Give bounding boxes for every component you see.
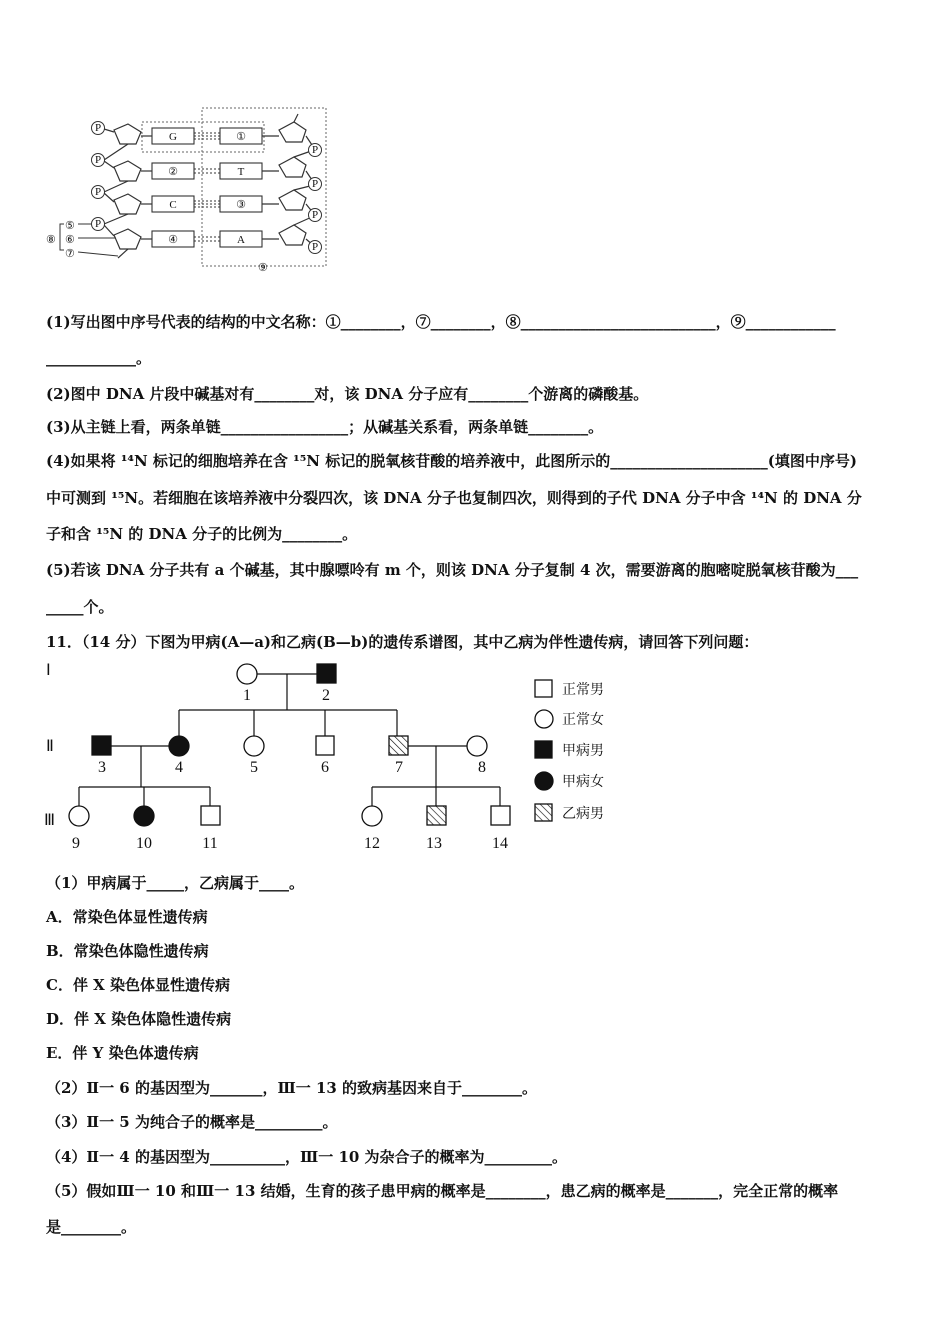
individual-4	[169, 736, 189, 756]
label-9: ⑨	[258, 262, 268, 274]
legend-label-disease-b-male: 乙病男	[562, 806, 604, 822]
individual-8	[467, 736, 487, 756]
individual-number: 7	[395, 759, 403, 776]
legend-symbol-disease-b-male	[535, 804, 552, 821]
phosphate-label: P	[94, 186, 102, 198]
deoxyribose-right-1	[279, 122, 306, 142]
q11-sub4: （4）Ⅱ一 4 的基因型为__________，Ⅲ一 10 为杂合子的概率为_________。	[46, 1148, 568, 1166]
individual-10	[134, 806, 154, 826]
generation-label-I: Ⅰ	[46, 662, 51, 679]
dna-structure-diagram	[44, 100, 334, 275]
label-6: ⑥	[65, 234, 75, 246]
legend-symbol-normal-male	[535, 680, 552, 697]
deoxyribose-left-1	[114, 124, 141, 144]
individual-number: 14	[492, 835, 508, 852]
q11-sub3: （3）Ⅱ一 5 为纯合子的概率是_________。	[46, 1113, 338, 1131]
base-left-3: C	[169, 199, 177, 211]
base-right-1: ①	[236, 131, 246, 143]
generation-label-III: Ⅲ	[44, 812, 56, 829]
phosphate-label: P	[311, 209, 319, 221]
base-right-4: A	[237, 234, 245, 246]
individual-14	[491, 806, 510, 825]
individual-11	[201, 806, 220, 825]
individual-9	[69, 806, 89, 826]
individual-12	[362, 806, 382, 826]
individual-number: 10	[136, 835, 152, 852]
q11-sub2: （2）Ⅱ一 6 的基因型为_______，Ⅲ一 13 的致病基因来自于________。	[46, 1079, 538, 1097]
legend-label-normal-male: 正常男	[562, 682, 604, 698]
deoxyribose-right-2	[279, 157, 306, 177]
individual-number: 11	[202, 835, 218, 852]
q10-part3: (3)从主链上看，两条单链_________________；从碱基关系看，两条单链________。	[46, 418, 604, 436]
individual-6	[316, 736, 334, 755]
legend-label-normal-female: 正常女	[562, 712, 604, 728]
individual-2	[317, 664, 336, 683]
q11-sub5-line2: 是________。	[46, 1218, 137, 1236]
label-8: ⑧	[46, 234, 56, 246]
deoxyribose-left-4	[114, 229, 141, 249]
deoxyribose-right-4	[279, 225, 306, 245]
individual-number: 5	[250, 759, 258, 776]
q10-part4-line1: (4)如果将 ¹⁴N 标记的细胞培养在含 ¹⁵N 标记的脱氧核苷酸的培养液中，此图所示的_____________________(填图中序号)	[46, 452, 857, 470]
individual-number: 9	[72, 835, 80, 852]
individual-number: 8	[478, 759, 486, 776]
q11-option-a: A．常染色体显性遗传病	[46, 908, 208, 926]
base-left-1: G	[169, 131, 177, 143]
q10-part4-line2: 中可测到 ¹⁵N。若细胞在该培养液中分裂四次，该 DNA 分子也复制四次，则得到的子代 DNA 分子中含 ¹⁴N 的 DNA 分	[46, 489, 862, 507]
generation-label-II: Ⅱ	[46, 738, 54, 755]
legend-symbol-normal-female	[535, 710, 553, 728]
individual-number: 2	[322, 687, 330, 704]
phosphate-label: P	[94, 218, 102, 230]
base-left-4: ④	[168, 234, 178, 246]
phosphate-label: P	[311, 144, 319, 156]
base-right-2: T	[237, 166, 245, 178]
q11-option-c: C．伴 X 染色体显性遗传病	[46, 976, 231, 994]
individual-number: 12	[364, 835, 380, 852]
phosphate-label: P	[94, 122, 102, 134]
deoxyribose-right-3	[279, 190, 306, 210]
individual-5	[244, 736, 264, 756]
individual-13	[427, 806, 446, 825]
pedigree-chart	[44, 655, 644, 860]
legend-label-disease-a-female: 甲病女	[562, 774, 604, 790]
deoxyribose-left-2	[114, 161, 141, 181]
q10-part5-line2: _____个。	[46, 598, 114, 616]
label-5: ⑤	[65, 220, 75, 232]
q11-sub1: （1）甲病属于_____，乙病属于____。	[46, 874, 304, 892]
legend-symbol-disease-a-male	[535, 741, 552, 758]
q11-header: 11．（14 分）下图为甲病(A—a)和乙病(B—b)的遗传系谱图，其中乙病为伴性遗传病，请回答下列问题：	[46, 633, 759, 651]
individual-1	[237, 664, 257, 684]
legend-symbol-disease-a-female	[535, 772, 553, 790]
legend-label-disease-a-male: 甲病男	[562, 743, 604, 759]
q11-option-d: D．伴 X 染色体隐性遗传病	[46, 1010, 232, 1028]
label-7: ⑦	[65, 248, 75, 260]
q10-part2: (2)图中 DNA 片段中碱基对有________对，该 DNA 分子应有________个游离的磷酸基。	[46, 385, 649, 403]
q11-option-e: E．伴 Y 染色体遗传病	[46, 1044, 199, 1062]
individual-3	[92, 736, 111, 755]
phosphate-label: P	[311, 178, 319, 190]
base-right-3: ③	[236, 199, 246, 211]
q10-part4-line3: 子和含 ¹⁵N 的 DNA 分子的比例为________。	[46, 525, 358, 543]
individual-number: 1	[243, 687, 251, 704]
individual-7	[389, 736, 408, 755]
q10-part1-line2: ____________。	[46, 349, 152, 367]
individual-number: 4	[175, 759, 183, 776]
individual-number: 6	[321, 759, 329, 776]
phosphate-label: P	[94, 154, 102, 166]
q10-part5-line1: (5)若该 DNA 分子共有 a 个碱基，其中腺嘌呤有 m 个，则该 DNA 分子复制 4 次，需要游离的胞嘧啶脱氧核苷酸为___	[46, 561, 859, 579]
q10-part1-line1: (1)写出图中序号代表的结构的中文名称：①________，⑦________，⑧__________________________，⑨____________	[46, 313, 836, 331]
deoxyribose-left-3	[114, 194, 141, 214]
q11-option-b: B．常染色体隐性遗传病	[46, 942, 209, 960]
q11-sub5-line1: （5）假如Ⅲ一 10 和Ⅲ一 13 结婚，生育的孩子患甲病的概率是________，患乙病的概率是_______，完全正常的概率	[46, 1182, 839, 1200]
individual-number: 3	[98, 759, 106, 776]
phosphate-label: P	[311, 241, 319, 253]
individual-number: 13	[426, 835, 442, 852]
base-left-2: ②	[168, 166, 178, 178]
